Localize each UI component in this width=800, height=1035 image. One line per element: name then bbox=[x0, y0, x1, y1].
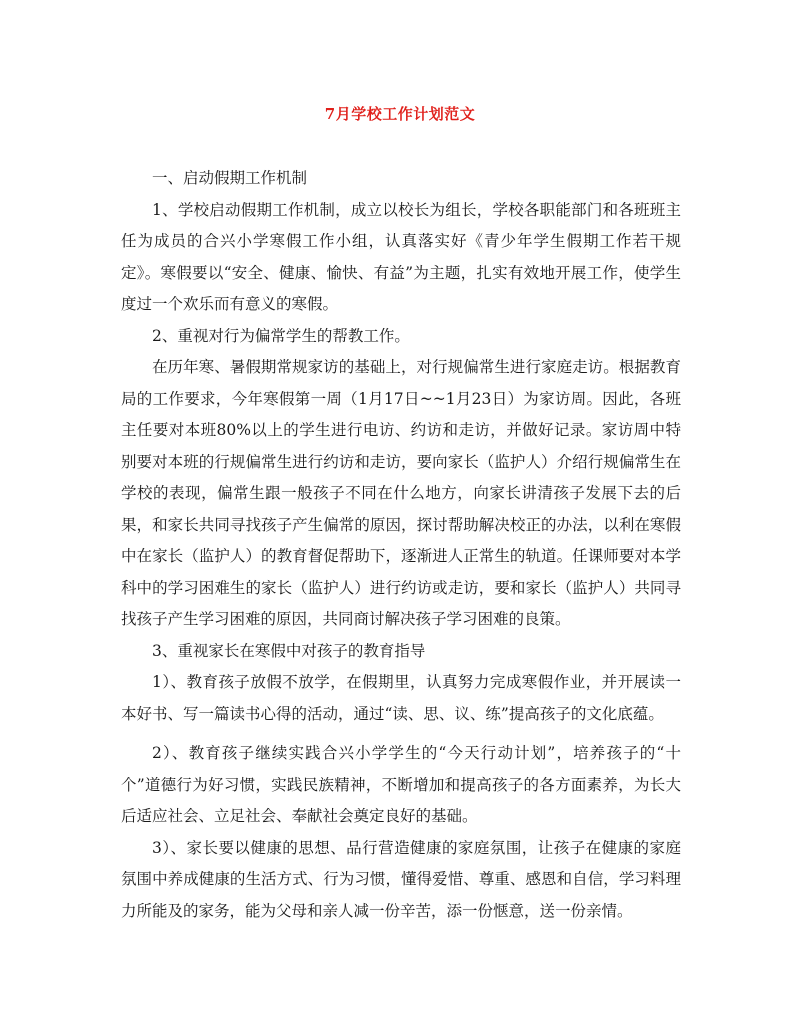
section-heading-1: 一、启动假期工作机制 bbox=[152, 169, 308, 187]
section-subheading-2: 2、重视对行为偏常学生的帮教工作。 bbox=[152, 326, 410, 345]
section-subheading-3: 3、重视家长在寒假中对孩子的教育指导 bbox=[152, 641, 426, 660]
paragraph-1: 1、学校启动假期工作机制，成立以校长为组长，学校各职能部门和各班班主任为成员的合兴小学寒假工作小组，认真落实好《青少年学生假期工作若干规定》。寒假要以“安全、健康、愉快、有益”为主题，扎实有效地开展工作，使学生度过一个欢乐而有意义的寒假。 bbox=[121, 200, 681, 313]
paragraph-2: 在历年寒、暑假期常规家访的基础上，对行规偏常生进行家庭走访。根据教育局的工作要求，今年寒假第一周（1月17日~~1月23日）为家访周。因此，各班主任要对本班80%以上的学生进行电访、约访和走访，并做好记录。家访周中特别要对本班的行规偏常生进行约访和走访，要向家长（监护人）介绍行规偏常生在学校的表现，偏常生跟一般孩子不同在什么地方，向家长讲清孩子发展下去的后果，和家长共同寻找孩子产生偏常的原因，探讨帮助解决校正的办法，以利在寒假中在家长（监护人）的教育督促帮助下，逐渐进人正常生的轨道。任课师要对本学科中的学习困难生的家长（监护人）进行约访或走访，要和家长（监护人）共同寻找孩子产生学习困难的原因，共同商讨解决孩子学习困难的良策。 bbox=[121, 358, 681, 628]
paragraph-3-1: 1）、教育孩子放假不放学，在假期里，认真努力完成寒假作业，并开展读一本好书、写一篇读书心得的活动，通过“读、思、议、练”提高孩子的文化底蕴。 bbox=[121, 673, 681, 723]
paragraph-3-2: 2）、教育孩子继续实践合兴小学学生的“今天行动计划”，培养孩子的“十个”道德行为好习惯，实践民族精神，不断增加和提高孩子的各方面素养，为长大后适应社会、立足社会、奉献社会奠定良好的基础。 bbox=[121, 744, 681, 825]
paragraph-3-3: 3）、家长要以健康的思想、品行营造健康的家庭氛围，让孩子在健康的家庭氛围中养成健康的生活方式、行为习惯，懂得爱惜、尊重、感恩和自信，学习料理力所能及的家务，能为父母和亲人减一份辛苦，添一份惬意，送一份亲情。 bbox=[121, 838, 681, 920]
document-title: 7月学校工作计划范文 bbox=[324, 105, 476, 123]
document-body bbox=[121, 163, 681, 927]
